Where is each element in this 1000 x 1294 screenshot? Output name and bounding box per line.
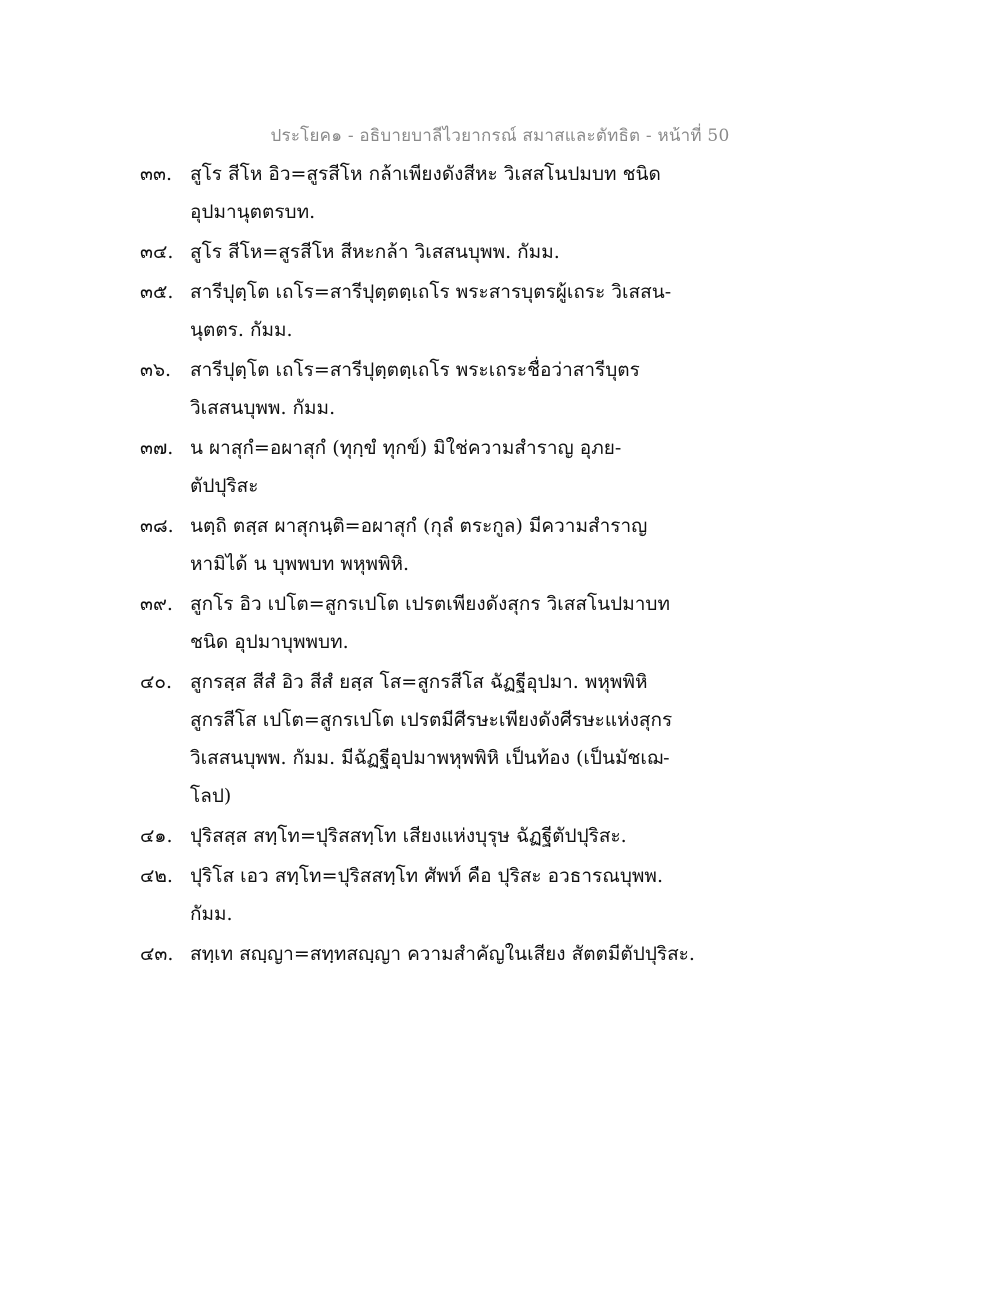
entry-text-line: กัมม. xyxy=(190,903,233,925)
entry-number: ๓๙. xyxy=(140,593,173,615)
entry-text-line: นุตตร. กัมม. xyxy=(190,319,293,341)
entry-text-line: วิเสสนบุพพ. กัมม. xyxy=(190,397,336,419)
entry-text-line: สูกรสีโส เปโต=สูกรเปโต เปรตมีศีรษะเพียงดังศีรษะแห่งสุกร xyxy=(190,709,673,731)
entry-text-line: วิเสสนบุพพ. กัมม. มีฉัฏฐีอุปมาพหุพพิหิ เป็นท้อง (เป็นมัชเฌ- xyxy=(190,747,670,769)
entry-text-line: สูโร สีโห=สูรสีโห สีหะกล้า วิเสสนบุพพ. กัมม. xyxy=(190,241,560,263)
entry-text-line: อุปมานุตตรบท. xyxy=(190,201,316,223)
entry-text-line: สูกรสฺส สีสํ อิว สีสํ ยสฺส โส=สูกรสีโส ฉัฏฐีอุปมา. พหุพพิหิ xyxy=(190,671,648,693)
entry-text-line: สารีปุตฺโต เถโร=สารีปุตฺตตฺเถโร พระสารบุตรผู้เถระ วิเสสน- xyxy=(190,281,672,303)
entry-37 xyxy=(140,429,760,505)
entry-40 xyxy=(140,663,760,815)
entry-number: ๔๑. xyxy=(140,825,173,847)
entry-text-line: นตฺถิ ตสฺส ผาสุกนฺติ=อผาสุกํ (กุลํ ตระกูล) มีความสำราญ xyxy=(190,515,648,537)
entry-text-line: น ผาสุกํ=อผาสุกํ (ทุกฺขํ ทุกข์) มิใช่ความสำราญ อุภย- xyxy=(190,437,622,459)
entry-number: ๓๘. xyxy=(140,515,174,537)
entry-36 xyxy=(140,351,760,427)
entry-text-line: ชนิด อุปมาบุพพบท. xyxy=(190,631,349,653)
entry-number: ๓๓. xyxy=(140,163,173,185)
entry-number: ๔๐. xyxy=(140,671,173,693)
page-header: ประโยค๑ - อธิบายบาลีไวยากรณ์ สมาสและตัทธิต - หน้าที่ 50 xyxy=(270,126,730,146)
entry-38 xyxy=(140,507,760,583)
entry-34 xyxy=(140,233,760,271)
entry-number: ๔๒. xyxy=(140,865,173,887)
entry-number: ๓๖. xyxy=(140,359,172,381)
entry-42 xyxy=(140,857,760,933)
entry-number: ๓๔. xyxy=(140,241,174,263)
entry-text-line: สูกโร อิว เปโต=สูกรเปโต เปรตเพียงดังสุกร วิเสสโนปมาบท xyxy=(190,593,671,615)
entry-text-line: ตัปปุริสะ xyxy=(190,475,259,497)
entry-41 xyxy=(140,817,760,855)
entry-number: ๔๓. xyxy=(140,943,174,965)
entry-text-line: ปุริโส เอว สทฺโท=ปุริสสทฺโท ศัพท์ คือ ปุริสะ อวธารณบุพพ. xyxy=(190,865,663,887)
entry-text-line: ปุริสสฺส สทฺโท=ปุริสสทฺโท เสียงแห่งบุรุษ ฉัฏฐีตัปปุริสะ. xyxy=(190,825,627,847)
entry-text-line: สารีปุตฺโต เถโร=สารีปุตฺตตฺเถโร พระเถระชื่อว่าสารีบุตร xyxy=(190,359,640,381)
entry-35 xyxy=(140,273,760,349)
entry-39 xyxy=(140,585,760,661)
entry-43 xyxy=(140,935,760,973)
entry-number: ๓๗. xyxy=(140,437,174,459)
entry-text-line: โลป) xyxy=(190,785,232,807)
entry-text-line: สูโร สีโห อิว=สูรสีโห กล้าเพียงดังสีหะ วิเสสโนปมบท ชนิด xyxy=(190,163,661,185)
entry-list xyxy=(140,155,760,973)
entry-text-line: สทฺเท สญฺญา=สทฺทสญฺญา ความสำคัญในเสียง สัตตมีตัปปุริสะ. xyxy=(190,943,695,965)
entry-text-line: หามิได้ น บุพพบท พหุพพิหิ. xyxy=(190,553,410,575)
entry-number: ๓๕. xyxy=(140,281,174,303)
entry-33 xyxy=(140,155,760,231)
